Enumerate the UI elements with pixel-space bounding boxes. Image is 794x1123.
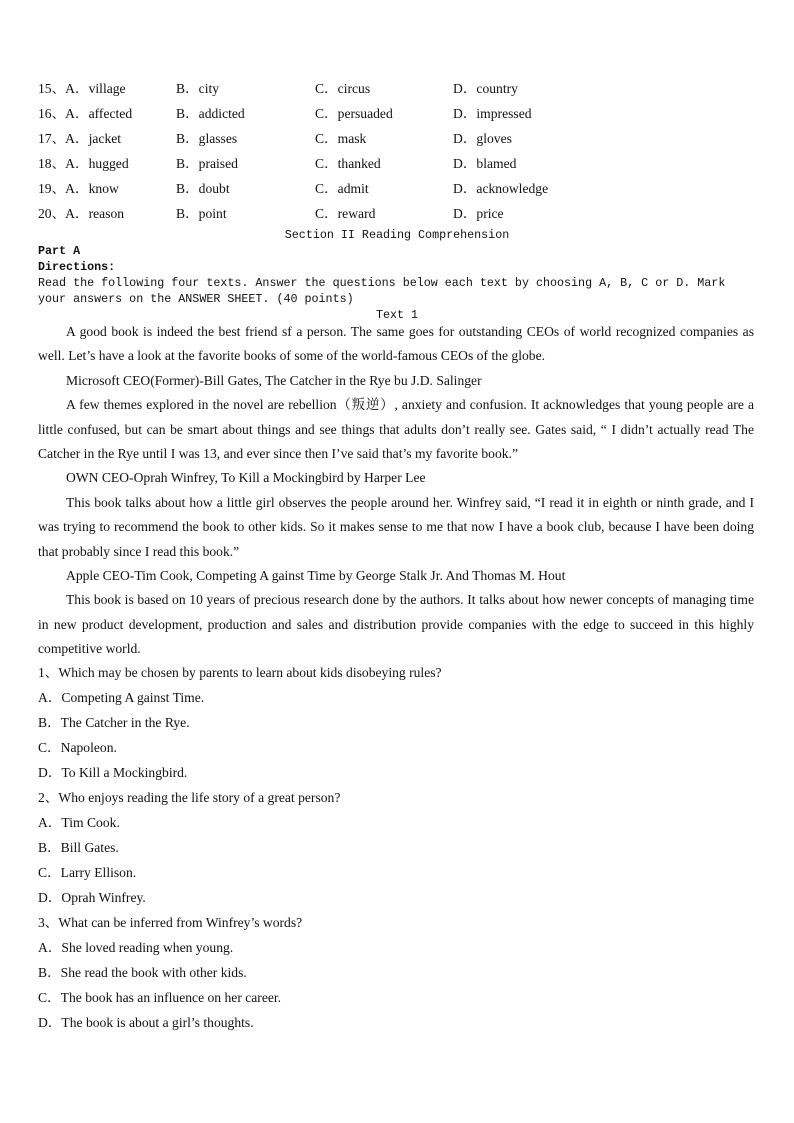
option-num: 18、A．hugged xyxy=(38,156,129,171)
answer-option: C．Napoleon. xyxy=(38,740,117,755)
directions-label: Directions: xyxy=(38,260,116,274)
part-label: Part A xyxy=(38,244,81,258)
option-c: C．circus xyxy=(315,81,371,96)
option-d: D．acknowledge xyxy=(453,181,549,196)
cloze-question-row xyxy=(38,202,758,222)
option-d: D．country xyxy=(453,81,518,96)
option-num: 17、A．jacket xyxy=(38,131,122,146)
answer-option: D．The book is about a girl’s thoughts. xyxy=(38,1015,254,1030)
paragraph: This book is based on 10 years of precious research done by the authors. It talks about how newer concepts of managing time in new product development, production and sales and distribution provide companies with the edge to succeed in this highly competitive world. xyxy=(38,592,754,657)
answer-option: A．She loved reading when young. xyxy=(38,940,234,955)
answer-option: D．To Kill a Mockingbird. xyxy=(38,765,188,780)
cloze-question-row xyxy=(38,152,758,172)
option-b: B．doubt xyxy=(176,181,230,196)
option-c: C．admit xyxy=(315,181,369,196)
option-num: 15、A．village xyxy=(38,81,126,96)
answer-option: B．Bill Gates. xyxy=(38,840,119,855)
option-d: D．gloves xyxy=(453,131,512,146)
directions-text-2: your answers on the ANSWER SHEET. (40 points) xyxy=(38,292,354,306)
option-c: C．thanked xyxy=(315,156,381,171)
option-d: D．price xyxy=(453,206,504,221)
question-stem: 3、What can be inferred from Winfrey’s words? xyxy=(38,915,303,930)
answer-option: A．Competing A gainst Time. xyxy=(38,690,205,705)
section-title: Section II Reading Comprehension xyxy=(284,228,510,242)
paragraph: A few themes explored in the novel are rebellion（叛逆）, anxiety and confusion. It acknowledges that young people are a little confused, but can be smart about things and see things that adults don’t really see. Gates said, “ I didn’t actually read The Catcher in the Rye until I was 13, and ever since then I’ve said that’s my favorite book.” xyxy=(38,397,754,462)
question-stem: 1、Which may be chosen by parents to learn about kids disobeying rules? xyxy=(38,665,442,680)
cloze-question-row xyxy=(38,77,758,97)
option-num: 19、A．know xyxy=(38,181,119,196)
paragraph: Microsoft CEO(Former)-Bill Gates, The Catcher in the Rye bu J.D. Salinger xyxy=(66,372,482,388)
paragraph: A good book is indeed the best friend sf a person. The same goes for outstanding CEOs of world recognized companies as well. Let’s have a look at the favorite books of some of the world-famous CEOs of the globe. xyxy=(38,324,754,364)
paragraph: This book talks about how a little girl observes the people around her. Winfrey said, “I read it in eighth or ninth grade, and I was trying to recommend the book to other kids. So it makes sense to me that now I have a book club, because I have been doing that probably since I read this book.” xyxy=(38,494,754,559)
answer-option: D．Oprah Winfrey. xyxy=(38,890,146,905)
question-stem: 2、Who enjoys reading the life story of a great person? xyxy=(38,790,341,805)
option-b: B．city xyxy=(176,81,220,96)
answer-option: B．The Catcher in the Rye. xyxy=(38,715,190,730)
questions xyxy=(38,660,754,1035)
option-b: B．praised xyxy=(176,156,238,171)
option-b: B．point xyxy=(176,206,227,221)
answer-option: C．Larry Ellison. xyxy=(38,865,137,880)
cloze-question-row xyxy=(38,177,758,197)
passage xyxy=(38,320,754,662)
option-c: C．persuaded xyxy=(315,106,393,121)
cloze-question-row xyxy=(38,127,758,147)
answer-option: A．Tim Cook. xyxy=(38,815,120,830)
cloze-question-row xyxy=(38,102,758,122)
text-title: Text 1 xyxy=(375,308,419,322)
option-num: 16、A．affected xyxy=(38,106,133,121)
option-num: 20、A．reason xyxy=(38,206,125,221)
answer-option: B．She read the book with other kids. xyxy=(38,965,247,980)
option-b: B．addicted xyxy=(176,106,245,121)
option-b: B．glasses xyxy=(176,131,238,146)
option-d: D．blamed xyxy=(453,156,517,171)
option-c: C．reward xyxy=(315,206,376,221)
option-c: C．mask xyxy=(315,131,367,146)
paragraph: OWN CEO-Oprah Winfrey, To Kill a Mockingbird by Harper Lee xyxy=(66,470,426,486)
paragraph: Apple CEO-Tim Cook, Competing A gainst Time by George Stalk Jr. And Thomas M. Hout xyxy=(66,568,566,584)
answer-option: C．The book has an influence on her career. xyxy=(38,990,282,1005)
directions-text-1: Read the following four texts. Answer the questions below each text by choosing A, B, C or D. Mark xyxy=(38,276,726,290)
option-d: D．impressed xyxy=(453,106,532,121)
